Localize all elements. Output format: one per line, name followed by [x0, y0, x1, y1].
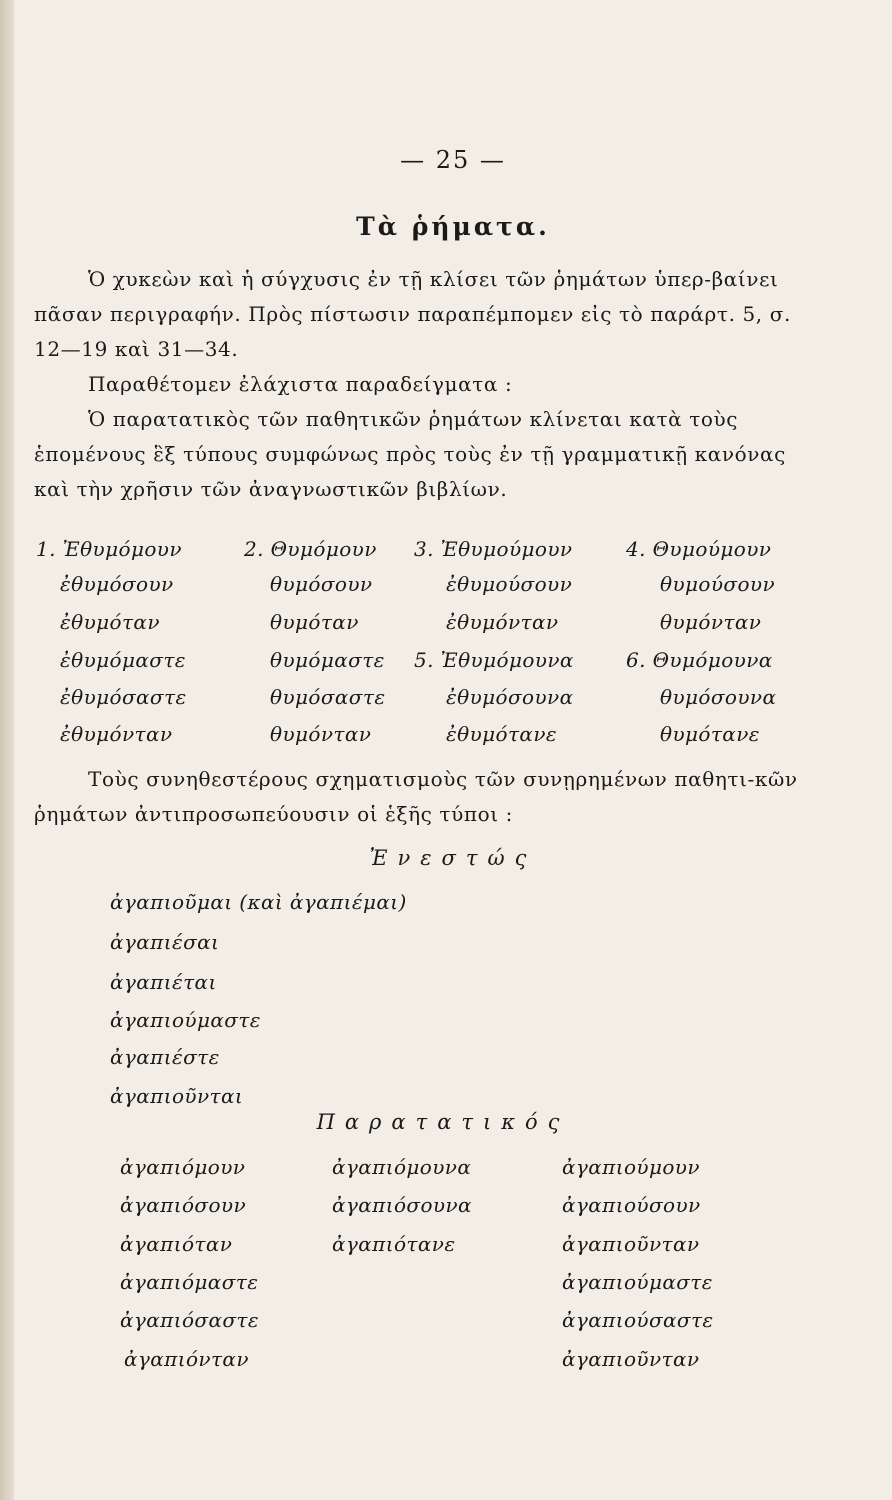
- present-form: ἀγαπιέται: [110, 970, 217, 994]
- imperfect-form: ἀγαπιόνταν: [124, 1347, 249, 1371]
- present-form: ἀγαπιοῦμαι (καὶ ἀγαπιέμαι): [110, 890, 407, 914]
- imperfect-form: ἀγαπιότανε: [332, 1232, 456, 1256]
- book-spine-shadow: [0, 0, 14, 1500]
- imperfect-form: ἀγαπιόμουνα: [332, 1155, 472, 1179]
- transition-paragraph: Τοὺς συνηθεστέρους σχηματισμοὺς τῶν συνῃρημένων παθητι-κῶν ῥημάτων ἀντιπροσωπεύουσιν οἱ ἑξῆς τύποι :: [34, 767, 798, 826]
- paradigm-cell: 6. Θυμόμουνα: [626, 648, 773, 672]
- section-title: Τὰ ῥήματα.: [356, 212, 550, 241]
- page-number: — 25 —: [400, 146, 506, 174]
- paradigm-cell: ἐθυμόνταν: [60, 722, 173, 746]
- imperfect-form: ἀγαπιοῦνταν: [562, 1347, 700, 1371]
- imperfect-form: ἀγαπιόταν: [120, 1232, 233, 1256]
- paradigm-cell: ἐθυμόσαστε: [60, 685, 187, 709]
- present-form: ἀγαπιέστε: [110, 1045, 220, 1069]
- paradigm-cell: ἐθυμόσουν: [60, 572, 174, 596]
- paradigm-cell: 1. Ἐθυμόμουν: [36, 537, 182, 561]
- paradigm-cell: ἐθυμόταν: [60, 610, 160, 634]
- paradigm-cell: θυμόνταν: [270, 722, 372, 746]
- paradigm-cell: θυμόταν: [270, 610, 359, 634]
- paradigm-cell: ἐθυμόνταν: [446, 610, 559, 634]
- paradigm-cell: ἐθυμότανε: [446, 722, 558, 746]
- intro-paragraph-2: Παραθέτομεν ἐλάχιστα παραδείγματα :: [88, 372, 513, 396]
- paradigm-cell: θυμόσουν: [270, 572, 373, 596]
- paradigm-cell: θυμόσουνα: [660, 685, 777, 709]
- intro-paragraph-1: Ὁ χυκεὼν καὶ ἡ σύγχυσις ἐν τῇ κλίσει τῶν ῥημάτων ὑπερ-βαίνει πᾶσαν περιγραφήν. Πρὸς πίστωσιν παραπέμπομεν εἰς τὸ παράρτ. 5, σ. 12—19 καὶ 31—34.: [34, 267, 791, 361]
- imperfect-form: ἀγαπιούσαστε: [562, 1308, 714, 1332]
- intro-paragraph-3: Ὁ παρατατικὸς τῶν παθητικῶν ῥημάτων κλίνεται κατὰ τοὺς ἑπομένους ἓξ τύπους συμφώνως πρὸς τοὺς ἐν τῇ γραμματικῇ κανόνας καὶ τὴν χρῆσιν τῶν ἀναγνωστικῶν βιβλίων.: [34, 407, 786, 501]
- paradigm-cell: ἐθυμούσουν: [446, 572, 573, 596]
- present-form: ἀγαπιέσαι: [110, 930, 220, 954]
- present-tense-heading: Ἐνεστώς: [369, 846, 537, 870]
- paradigm-cell: 2. Θυμόμουν: [244, 537, 377, 561]
- imperfect-tense-heading: Παρατατικός: [316, 1110, 570, 1134]
- paradigm-cell: θυμόνταν: [660, 610, 762, 634]
- present-form: ἀγαπιούμαστε: [110, 1008, 261, 1032]
- imperfect-form: ἀγαπιόσουν: [120, 1193, 247, 1217]
- imperfect-form: ἀγαπιούμαστε: [562, 1270, 713, 1294]
- book-page: [14, 0, 892, 1500]
- paradigm-cell: ἐθυμόσουνα: [446, 685, 574, 709]
- imperfect-form: ἀγαπιόμαστε: [120, 1270, 259, 1294]
- imperfect-form: ἀγαπιόσαστε: [120, 1308, 259, 1332]
- paradigm-cell: θυμόσαστε: [270, 685, 386, 709]
- imperfect-form: ἀγαπιούσουν: [562, 1193, 701, 1217]
- paradigm-cell: θυμούσουν: [660, 572, 776, 596]
- paradigm-cell: 4. Θυμούμουν: [626, 537, 772, 561]
- paradigm-cell: 3. Ἐθυμούμουν: [414, 537, 573, 561]
- paradigm-cell: θυμόμαστε: [270, 648, 385, 672]
- present-form: ἀγαπιοῦνται: [110, 1084, 244, 1108]
- paradigm-cell: ἐθυμόμαστε: [60, 648, 186, 672]
- imperfect-form: ἀγαπιόμουν: [120, 1155, 246, 1179]
- paradigm-cell: 5. Ἐθυμόμουνα: [414, 648, 574, 672]
- paradigm-cell: θυμότανε: [660, 722, 760, 746]
- imperfect-form: ἀγαπιούμουν: [562, 1155, 700, 1179]
- imperfect-form: ἀγαπιόσουνα: [332, 1193, 472, 1217]
- imperfect-form: ἀγαπιοῦνταν: [562, 1232, 700, 1256]
